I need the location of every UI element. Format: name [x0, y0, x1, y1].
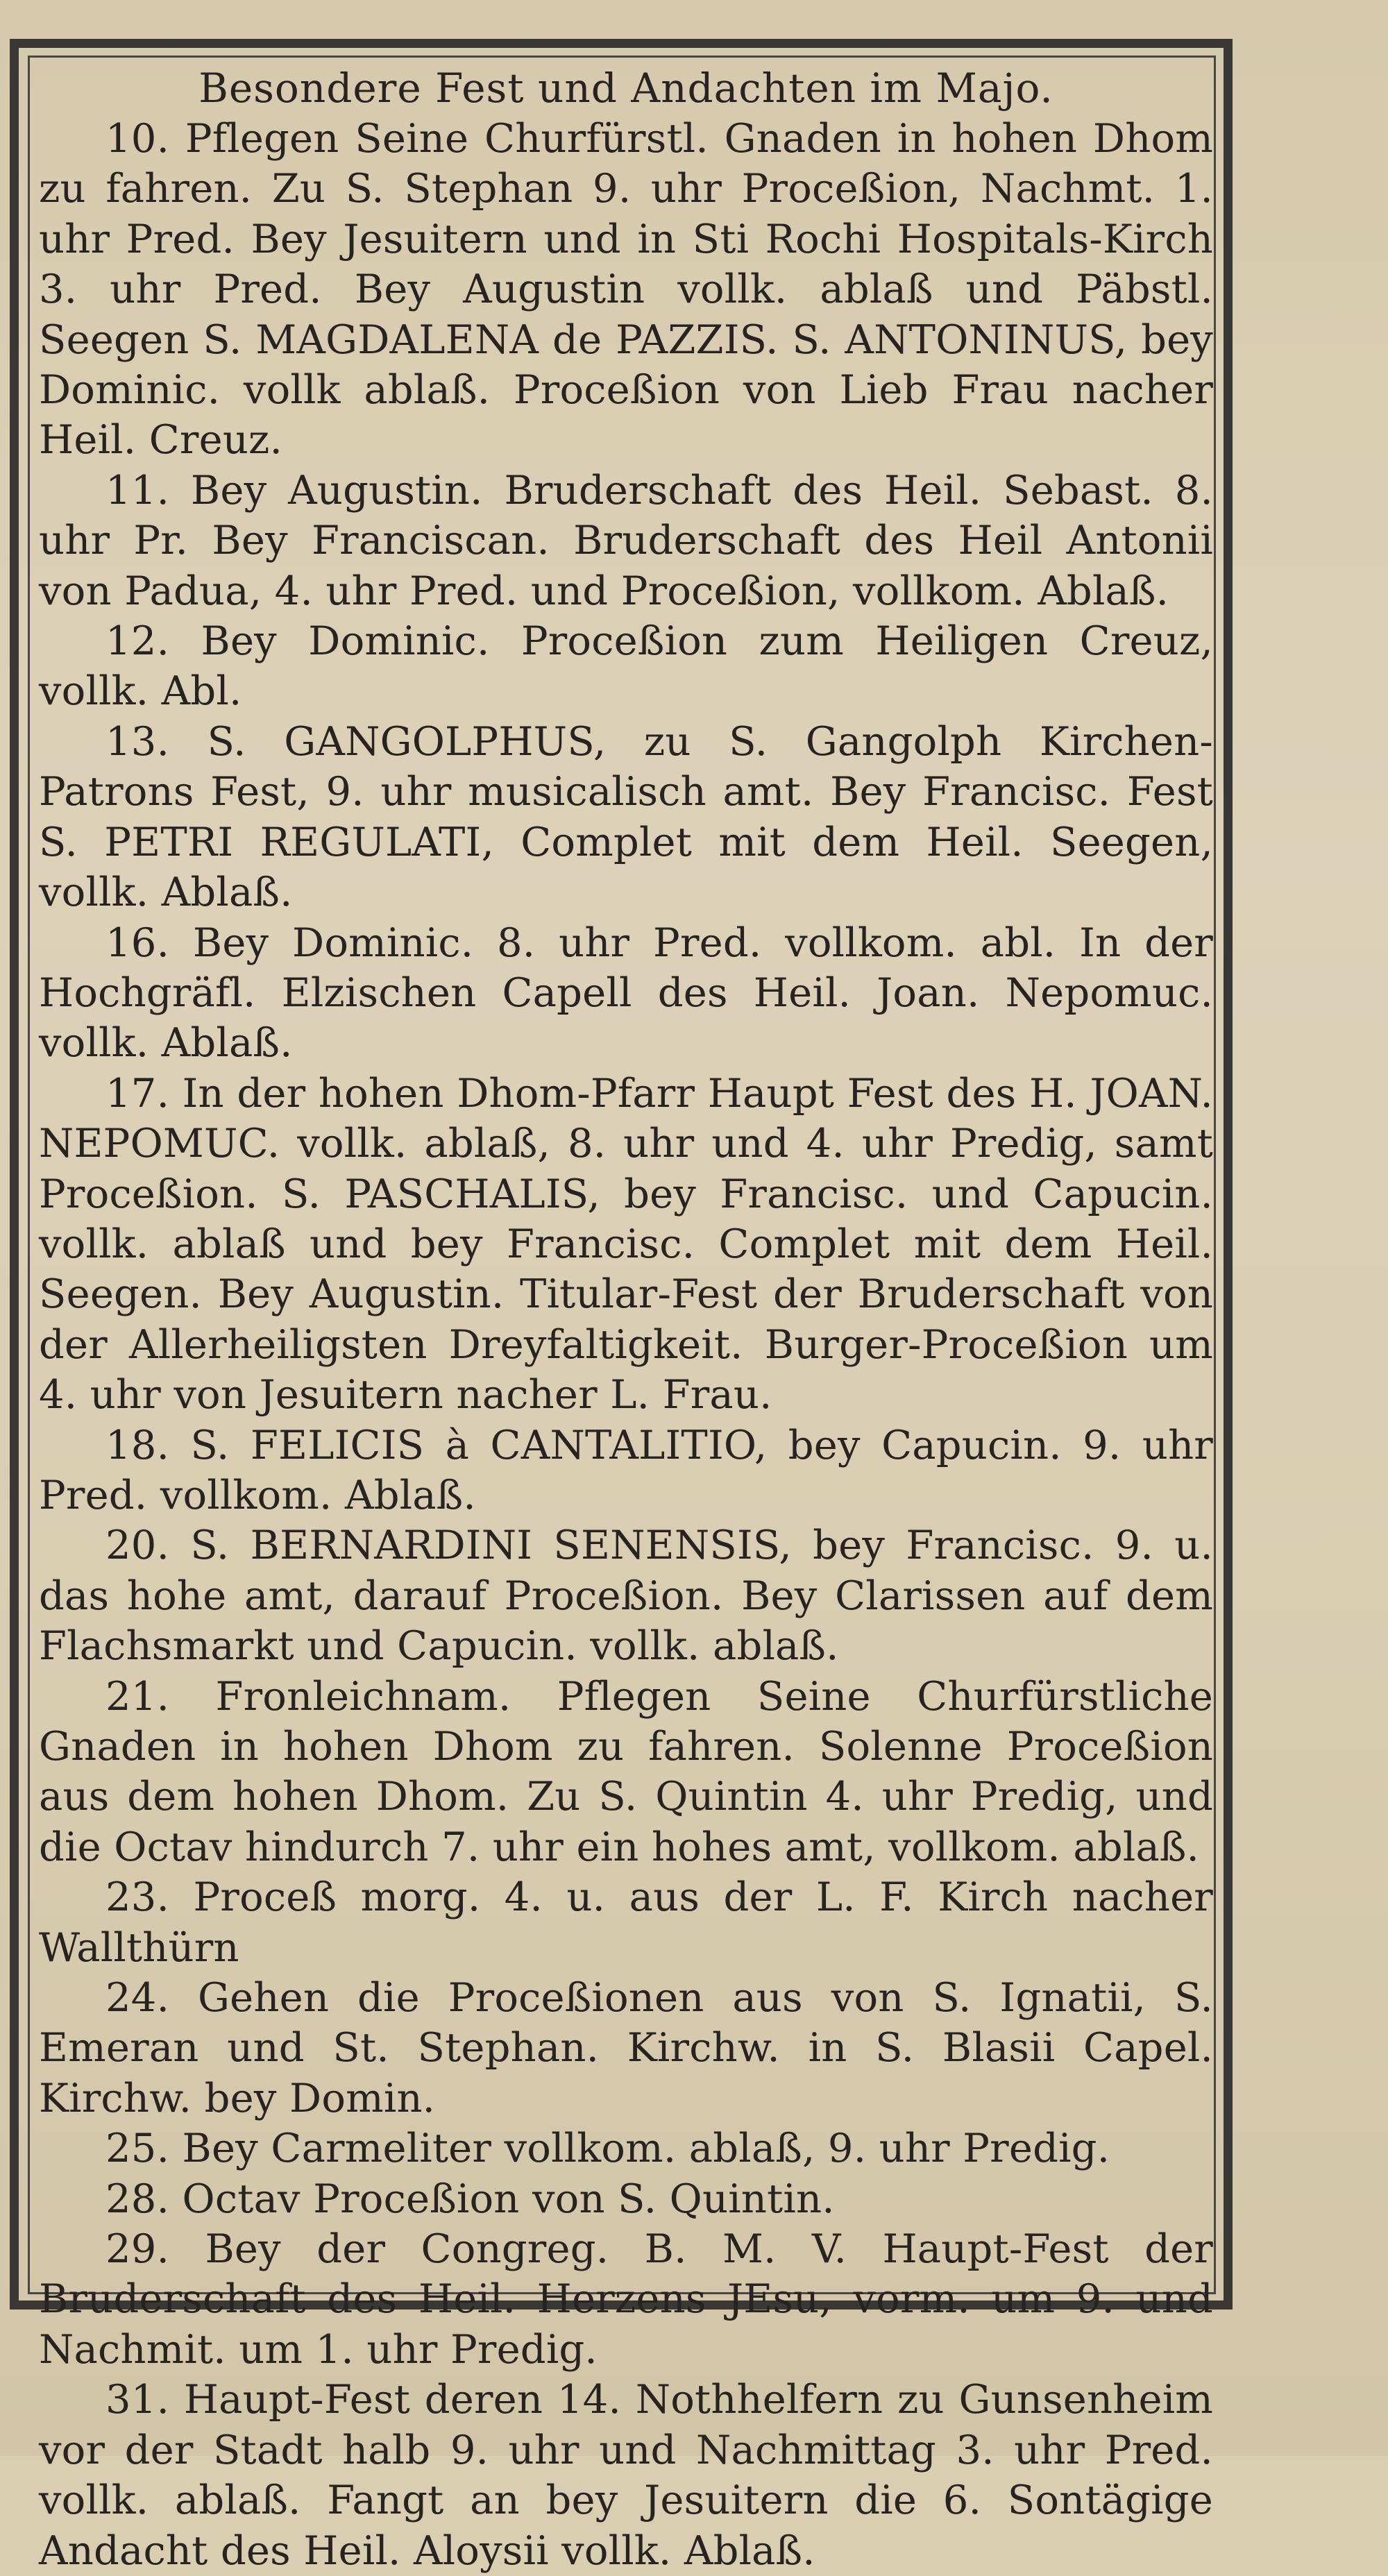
entry-10	[39, 114, 1213, 466]
entry-12	[39, 616, 1213, 717]
entry-number: 17.	[105, 1069, 170, 1117]
entry-text: Haupt-Fest deren 14. Nothhelfern zu Gunsenheim vor der Stadt halb 9. uhr und Nachmittag 3. uhr Pred. vollk. ablaß. Fangt an bey Jesuitern die 6. Sontägige Andacht des Heil. Aloysii vollk. Ablaß.	[39, 2376, 1214, 2574]
entry-18	[39, 1421, 1213, 1521]
entry-text: S. FELICIS à CANTALITIO, bey Capucin. 9. uhr Pred. vollkom. Ablaß.	[39, 1421, 1213, 1518]
entry-number: 23.	[105, 1874, 170, 1921]
entry-11	[39, 466, 1213, 616]
page-content	[39, 64, 1214, 2574]
entry-31	[39, 2375, 1213, 2576]
entry-number: 10.	[105, 115, 170, 162]
entry-25	[39, 2124, 1213, 2174]
entry-text: Bey Dominic. 8. uhr Pred. vollkom. abl. In der Hochgräfl. Elzischen Capell des Heil. Joan. Nepomuc. vollk. Ablaß.	[39, 919, 1213, 1067]
entry-13	[39, 717, 1213, 918]
entry-16	[39, 918, 1213, 1069]
entry-20	[39, 1520, 1213, 1671]
entry-number: 11.	[105, 466, 170, 514]
entry-text: Bey Augustin. Bruderschaft des Heil. Sebast. 8. uhr Pr. Bey Franciscan. Bruderschaft des Heil Antonii von Padua, 4. uhr Pred. und Proceßion, vollkom. Ablaß.	[39, 466, 1214, 614]
page-title: Besondere Fest und Andachten im Majo.	[198, 65, 1053, 112]
entry-text: Bey Carmeliter vollkom. ablaß, 9. uhr Predig.	[182, 2125, 1110, 2172]
entry-number: 12.	[105, 618, 170, 665]
entry-29	[39, 2224, 1213, 2375]
entry-24	[39, 1973, 1213, 2124]
entry-number: 25.	[105, 2125, 170, 2172]
entry-23	[39, 1872, 1213, 1973]
entry-text: Fronleichnam. Pflegen Seine Churfürstliche Gnaden in hohen Dhom zu fahren. Solenne Proceßion aus dem hohen Dhom. Zu S. Quintin 4. uhr Predig, und die Octav hindurch 7. uhr ein hohes amt, vollkom. ablaß.	[39, 1672, 1214, 1870]
entry-number: 29.	[105, 2226, 170, 2273]
entry-text: Proceß morg. 4. u. aus der L. F. Kirch nacher Wallthürn	[39, 1874, 1213, 1971]
entry-text: Bey der Congreg. B. M. V. Haupt-Fest der Bruderschaft des Heil. Herzens JEsu, vorm. um 9. und Nachmit. um 1. uhr Predig.	[39, 2226, 1213, 2373]
entry-28	[39, 2174, 1213, 2224]
entry-number: 24.	[105, 1974, 170, 2022]
entry-number: 16.	[105, 919, 170, 966]
entry-number: 31.	[105, 2376, 170, 2423]
entry-17	[39, 1069, 1213, 1421]
entry-number: 20.	[105, 1522, 170, 1569]
entry-number: 28.	[105, 2175, 170, 2222]
entry-text: S. GANGOLPHUS, zu S. Gangolph Kirchen-Patrons Fest, 9. uhr musicalisch amt. Bey Francisc. Fest S. PETRI REGULATI, Complet mit dem Heil. Seegen, vollk. Ablaß.	[39, 718, 1214, 916]
entry-text: S. BERNARDINI SENENSIS, bey Francisc. 9. u. das hohe amt, darauf Proceßion. Bey Clarissen auf dem Flachsmarkt und Capucin. vollk. ablaß.	[39, 1522, 1213, 1670]
entry-text: In der hohen Dhom-Pfarr Haupt Fest des H. JOAN. NEPOMUC. vollk. ablaß, 8. uhr und 4. uhr Predig, samt Proceßion. S. PASCHALIS, bey Francisc. und Capucin. vollk. ablaß und bey Francisc. Complet mit dem Heil. Seegen. Bey Augustin. Titular-Fest der Bruderschaft von der Allerheiligsten Dreyfaltigkeit. Burger-Proceßion um 4. uhr von Jesuitern nacher L. Frau.	[39, 1069, 1213, 1418]
entry-text: Bey Dominic. Proceßion zum Heiligen Creuz, vollk. Abl.	[39, 618, 1213, 715]
entry-number: 13.	[105, 718, 170, 765]
entry-text: Octav Proceßion von S. Quintin.	[182, 2175, 835, 2222]
entry-text: Gehen die Proceßionen aus von S. Ignatii, S. Emeran und St. Stephan. Kirchw. in S. Blasii Capel. Kirchw. bey Domin.	[39, 1974, 1213, 2121]
entry-number: 18.	[105, 1421, 170, 1468]
entry-21	[39, 1672, 1213, 1873]
entry-number: 21.	[105, 1672, 170, 1720]
entry-text: Pflegen Seine Churfürstl. Gnaden in hohen Dhom zu fahren. Zu S. Stephan 9. uhr Proceßion, Nachmt. 1. uhr Pred. Bey Jesuitern und in Sti Rochi Hospitals-Kirch 3. uhr Pred. Bey Augustin vollk. ablaß und Päbstl. Seegen S. MAGDALENA de PAZZIS. S. ANTONINUS, bey Dominic. vollk ablaß. Proceßion von Lieb Frau nacher Heil. Creuz.	[39, 115, 1213, 464]
